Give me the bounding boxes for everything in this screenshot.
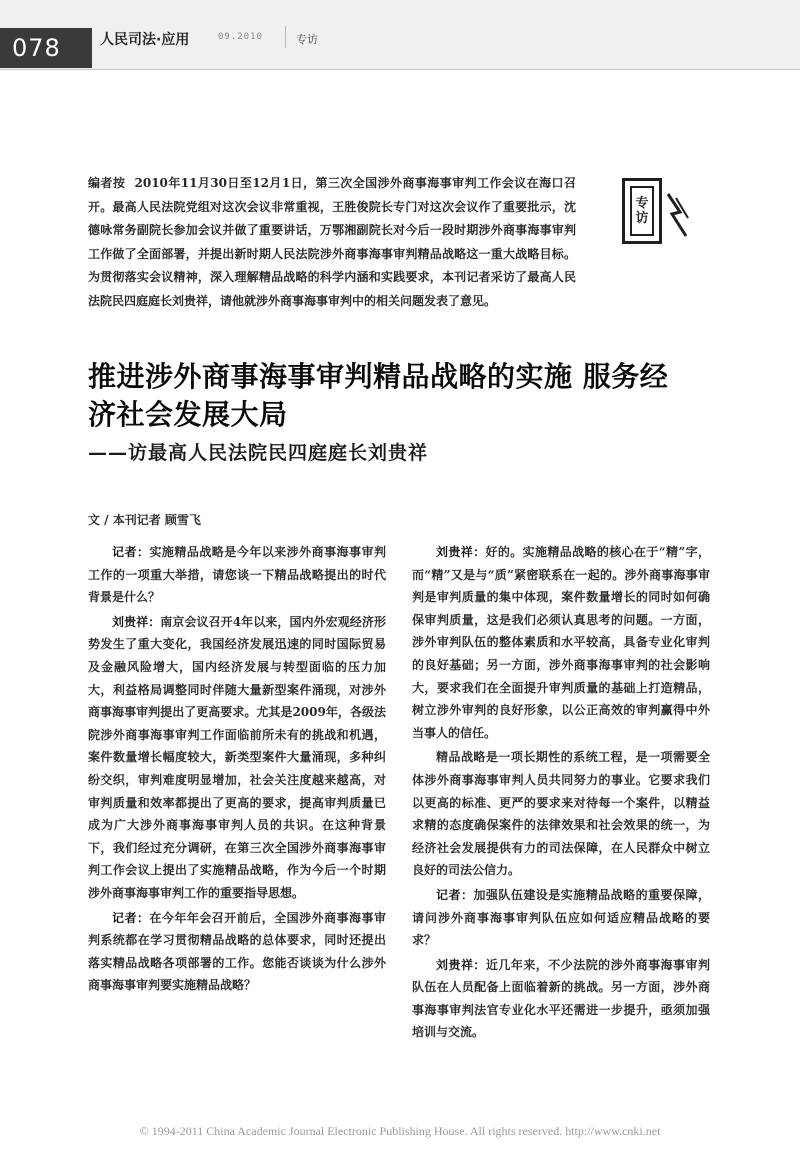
paragraph-text: 在今年年会召开前后，全国涉外商事海事审判系统都在学习贯彻精品战略的总体要求，同时还提出落实精品战略各项部署的工作。您能否谈谈为什么涉外商事海事审判要实施精品战略？ xyxy=(88,910,386,993)
paragraph-text: 加强队伍建设是实施精品战略的重要保障，请问涉外商事海事审判队伍应如何适应精品战略的要求？ xyxy=(412,887,710,948)
stamp-char-2: 访 xyxy=(635,211,649,226)
speaker-label: 记者： xyxy=(112,910,150,925)
body-column-left xyxy=(88,541,386,997)
speaker-label: 记者： xyxy=(436,887,474,902)
editor-note-text: 2010年11月30日至12月1日，第三次全国涉外商事海事审判工作会议在海口召开。最高人民法院党组对这次会议非常重视，王胜俊院长专门对这次会议作了重要批示，沈德咏常务副院长参加会议并做了重要讲话，万鄂湘副院长对今后一段时期涉外商事海事审判工作做了全面部署，并提出新时期人民法院涉外商事海事审判精品战略这一重大战略目标。为贯彻落实会议精神，深入理解精品战略的科学内涵和实践要求，本刊记者采访了最高人民法院民四庭庭长刘贵祥，请他就涉外商事海事审判中的相关问题发表了意见。 xyxy=(88,176,576,308)
speaker-label: 刘贵祥： xyxy=(436,957,486,972)
speaker-label: 刘贵祥： xyxy=(112,614,161,629)
section-stamp xyxy=(622,178,662,244)
speaker-label: 记者： xyxy=(112,545,150,559)
paragraph xyxy=(412,884,710,952)
issue-date: 09.2010 xyxy=(218,32,263,42)
paragraph-text: 实施精品战略是今年以来涉外商事海事审判工作的一项重大举措，请您谈一下精品战略提出的时代背景是什么？ xyxy=(88,545,386,605)
section-label: 专访 xyxy=(296,33,318,46)
article-subtitle: ——访最高人民法院民四庭庭长刘贵祥 xyxy=(88,442,429,464)
paragraph xyxy=(88,907,386,997)
stamp-brush-mark xyxy=(666,190,690,240)
paragraph xyxy=(88,611,386,905)
paragraph xyxy=(88,541,386,609)
editor-note xyxy=(88,172,576,313)
speaker-label: 刘贵祥： xyxy=(436,545,486,559)
paragraph-text: 南京会议召开4年以来，国内外宏观经济形势发生了重大变化，我国经济发展迅速的同时国际贸易及金融风险增大，国内经济发展与转型面临的压力加大，利益格局调整同时伴随大量新型案件涌现，对涉外商事海事审判提出了更高要求。尤其是2009年，各级法院涉外商事海事审判工作面临前所未有的挑战和机遇，案件数量增长幅度较大，新类型案件大量涌现，多种纠纷交织，审判难度明显增加，社会关注度越来越高，对审判质量和效率都提出了更高的要求，提高审判质量已成为广大涉外商事海事审判人员的共识。在这种背景下，我们经过充分调研，在第三次全国涉外商事海事审判工作会议上提出了实施精品战略，作为今后一个时期涉外商事海事审判工作的重要指导思想。 xyxy=(88,614,386,900)
journal-title: 人民司法·应用 xyxy=(100,32,190,48)
header-divider xyxy=(285,26,286,48)
editor-note-label: 编者按 xyxy=(88,176,126,190)
article-byline: 文 / 本刊记者 顾雪飞 xyxy=(88,513,201,527)
paragraph xyxy=(412,746,710,882)
paragraph xyxy=(412,541,710,744)
article-title: 推进涉外商事海事审判精品战略的实施 服务经济社会发展大局 xyxy=(88,360,669,431)
paragraph xyxy=(412,954,710,1044)
copyright-footer: © 1994-2011 China Academic Journal Electronic Publishing House. All rights reserved. http://www.cnki.net xyxy=(139,1124,661,1138)
paragraph-text: 好的。实施精品战略的核心在于“精”字，而“精”又是与“质”紧密联系在一起的。涉外商事海事审判是审判质量的集中体现，案件数量增长的同时如何确保审判质量，这是我们必须认真思考的问题。一方面，涉外审判队伍的整体素质和水平较高，具备专业化审判的良好基础；另一方面，涉外商事海事审判的社会影响大，要求我们在全面提升审判质量的基础上打造精品，树立涉外审判的良好形象，以公正高效的审判赢得中外当事人的信任。 xyxy=(412,545,710,740)
paragraph-text: 精品战略是一项长期性的系统工程，是一项需要全体涉外商事海事审判人员共同努力的事业。它要求我们以更高的标准、更严的要求来对待每一个案件，以精益求精的态度确保案件的法律效果和社会效果的统一，为经济社会发展提供有力的司法保障，在人民群众中树立良好的司法公信力。 xyxy=(412,750,710,878)
page-number: 078 xyxy=(0,28,92,68)
stamp-char-1: 专 xyxy=(635,196,649,211)
paragraph-text: 近几年来，不少法院的涉外商事海事审判队伍在人员配备上面临着新的挑战。另一方面，涉外商事海事审判法官专业化水平还需进一步提升，亟须加强培训与交流。 xyxy=(412,957,710,1040)
body-column-right xyxy=(412,541,710,1044)
